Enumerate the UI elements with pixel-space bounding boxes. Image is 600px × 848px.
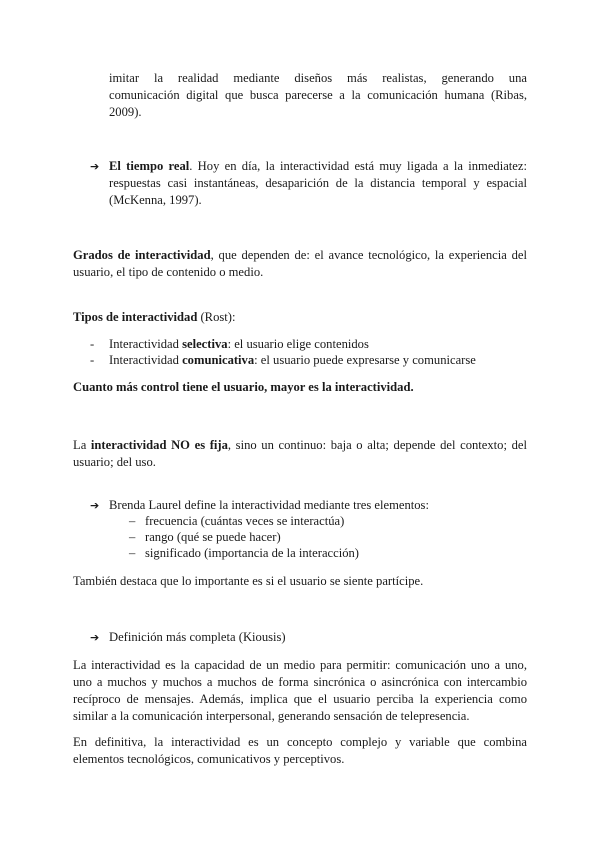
tipos-heading: Tipos de interactividad (Rost): bbox=[73, 310, 236, 324]
bold-term: Tipos de interactividad bbox=[73, 310, 198, 324]
list-item: Interactividad comunicativa: el usuario puede expresarse y comunicarse bbox=[109, 353, 476, 367]
text-line: La interactividad NO es fija, sino un continuo: baja o alta; depende del contexto; del bbox=[73, 438, 527, 452]
dash-bullet: – bbox=[129, 514, 136, 528]
text-line: (McKenna, 1997). bbox=[109, 193, 202, 207]
text-line: elementos tecnológicos, comunicativos y perceptivos. bbox=[73, 752, 345, 766]
text-line: usuario; del uso. bbox=[73, 455, 156, 469]
bold-term: interactividad NO es fija bbox=[90, 438, 228, 452]
dash-bullet: – bbox=[129, 546, 136, 560]
text-line: Grados de interactividad, que dependen de: el avance tecnológico, la experiencia del bbox=[73, 248, 527, 262]
text-line: imitar la realidad mediante diseños más realistas, generando una bbox=[109, 71, 527, 85]
bold-term: El tiempo real bbox=[109, 159, 190, 173]
dash-bullet: - bbox=[90, 353, 95, 367]
text-line: uno a muchos y muchos a muchos de forma sincrónica o asincrónica con intercambio bbox=[73, 675, 527, 689]
tiempo-real-paragraph bbox=[109, 158, 527, 209]
text-line: En definitiva, la interactividad es un concepto complejo y variable que combina bbox=[73, 735, 527, 749]
destaca-text: También destaca que lo importante es si el usuario se siente partícipe. bbox=[73, 574, 424, 588]
arrow-bullet-icon: ➔ bbox=[90, 499, 100, 512]
dash-bullet: - bbox=[90, 337, 95, 351]
kiousis-heading: Definición más completa (Kiousis) bbox=[109, 630, 286, 644]
sub-list-item: rango (qué se puede hacer) bbox=[145, 530, 281, 544]
definitiva-paragraph bbox=[73, 734, 527, 768]
text-line: comunicación digital que busca parecerse a la comunicación humana (Ribas, bbox=[109, 88, 527, 102]
capacidad-paragraph bbox=[73, 657, 527, 725]
text-line: La interactividad es la capacidad de un medio para permitir: comunicación uno a uno, bbox=[73, 658, 527, 672]
no-fija-paragraph bbox=[73, 437, 527, 471]
text-line: 2009). bbox=[109, 105, 142, 119]
dash-bullet: – bbox=[129, 530, 136, 544]
grados-paragraph bbox=[73, 247, 527, 281]
bold-term: Grados de interactividad bbox=[73, 248, 211, 262]
arrow-bullet-icon: ➔ bbox=[90, 160, 100, 173]
text-line: El tiempo real. Hoy en día, la interactividad está muy ligada a la inmediatez: bbox=[109, 159, 527, 173]
text-line: respuestas casi instantáneas, desaparición de la distancia temporal y espacial bbox=[109, 176, 527, 190]
laurel-text: Brenda Laurel define la interactividad mediante tres elementos: bbox=[109, 498, 429, 512]
list-item: Interactividad selectiva: el usuario elige contenidos bbox=[109, 337, 369, 351]
continuation-paragraph bbox=[109, 70, 527, 121]
text-line: similar a la comunicación interpersonal, generando sensación de telepresencia. bbox=[73, 709, 470, 723]
arrow-bullet-icon: ➔ bbox=[90, 631, 100, 644]
control-statement: Cuanto más control tiene el usuario, mayor es la interactividad. bbox=[73, 380, 414, 394]
sub-list-item: frecuencia (cuántas veces se interactúa) bbox=[145, 514, 345, 528]
text-line: usuario, el tipo de contenido o medio. bbox=[73, 265, 264, 279]
sub-list-item: significado (importancia de la interacción) bbox=[145, 546, 360, 560]
text-line: recíproco de mensajes. Además, implica que el usuario perciba la experiencia como bbox=[73, 692, 527, 706]
